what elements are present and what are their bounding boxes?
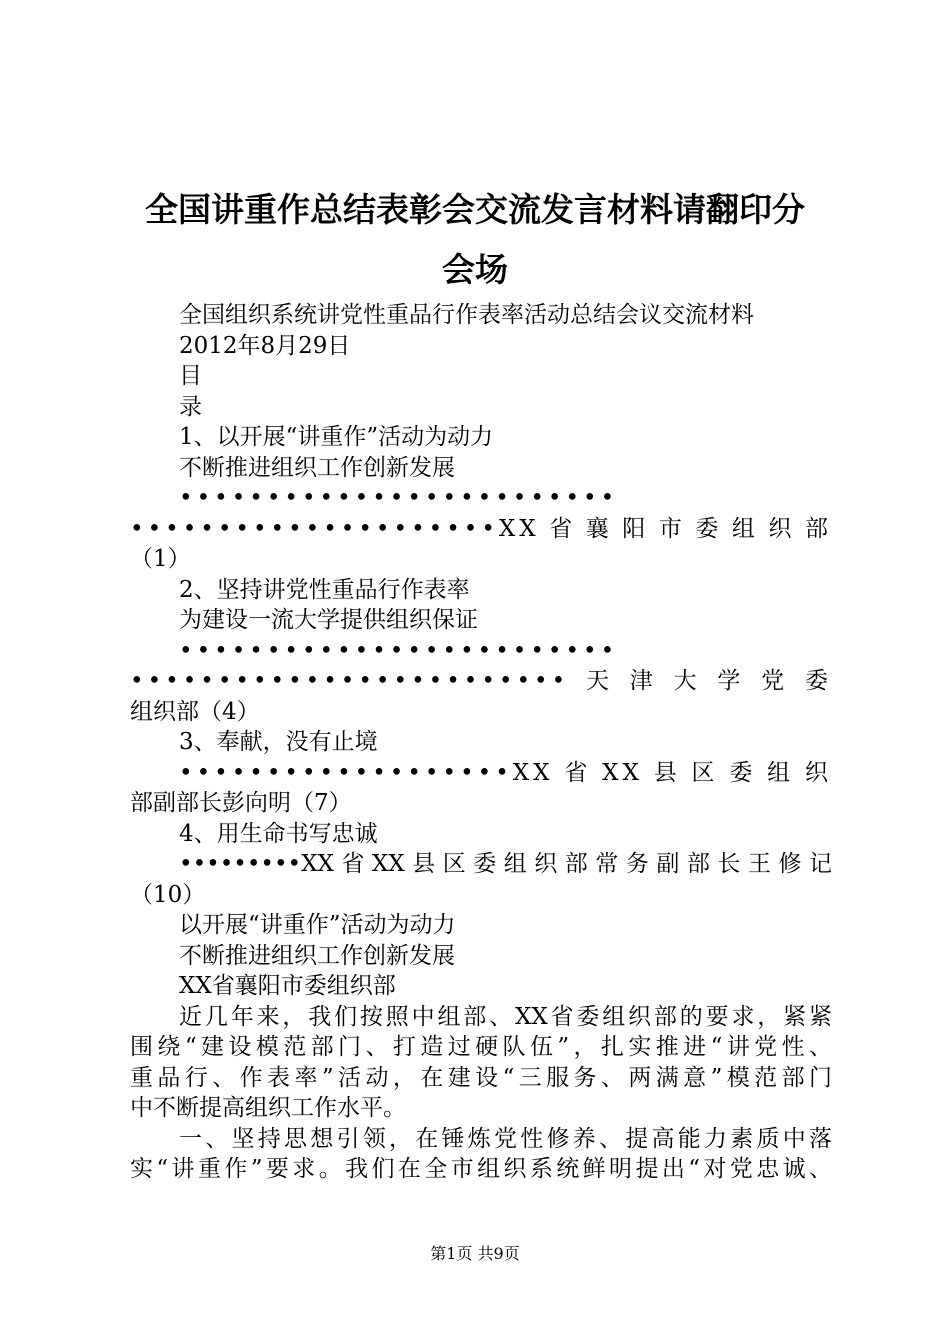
toc-item-1-page: （1） xyxy=(130,546,191,572)
body-paragraph-line: 一、坚持思想引领，在锤炼党性修养、提高能力素质中落 xyxy=(179,1125,832,1152)
section-title: 以开展“讲重作”活动为动力 xyxy=(179,912,456,938)
toc-item-3-title: 3、奉献，没有止境 xyxy=(179,729,378,755)
toc-heading-lu: 录 xyxy=(179,393,202,420)
subtitle-line: 全国组织系统讲党性重品行作表率活动总结会议交流材料 xyxy=(179,302,754,328)
document-title-line-1: 全国讲重作总结表彰会交流发言材料请翻印分 xyxy=(145,190,805,229)
toc-item-4-page: （10） xyxy=(130,881,206,908)
toc-item-1-source: •••••••••••••••••••••XX省襄阳市委组织部 xyxy=(130,515,832,542)
toc-item-2-subtitle: 为建设一流大学提供组织保证 xyxy=(179,607,478,633)
date-line: 2012年8月29日 xyxy=(179,332,351,359)
section-subtitle: 不断推进组织工作创新发展 xyxy=(179,942,455,969)
document-body xyxy=(130,300,832,1185)
toc-item-1-title: 1、以开展“讲重作”活动为动力 xyxy=(179,424,494,450)
toc-item-3-source: •••••••••••••••••••XX省XX县区委组织 xyxy=(179,759,832,786)
section-author: XX省襄阳市委组织部 xyxy=(179,973,396,999)
toc-item-1-subtitle: 不断推进组织工作创新发展 xyxy=(179,454,455,481)
toc-item-4-title: 4、用生命书写忠诚 xyxy=(179,820,378,847)
body-paragraph-line: 中不断提高组织工作水平。 xyxy=(130,1095,406,1121)
body-paragraph-line: 实“讲重作”要求。我们在全市组织系统鲜明提出“对党忠诚、 xyxy=(130,1156,832,1182)
body-paragraph-line: 重品行、作表率”活动，在建设“三服务、两满意”模范部门 xyxy=(130,1064,832,1091)
page-footer: 第1页 共9页 xyxy=(430,1244,520,1263)
toc-leader-dots: ••••••••••••••••••••••••• xyxy=(179,637,619,664)
body-paragraph-line: 近几年来，我们按照中组部、XX省委组织部的要求，紧紧 xyxy=(179,1003,832,1030)
toc-item-2-title: 2、坚持讲党性重品行作表率 xyxy=(179,576,470,603)
document-title-line-2: 会场 xyxy=(442,250,508,289)
toc-leader-dots: ••••••••••••••••••••••••• xyxy=(179,485,619,511)
toc-item-4-source: •••••••••XX省XX县区委组织部常务副部长王修记 xyxy=(179,851,832,877)
toc-item-2-source: •••••••••••••••••••••••••天津大学党委 xyxy=(130,668,832,694)
toc-item-2-page: 组织部（4） xyxy=(130,698,260,725)
body-paragraph-line: 围绕“建设模范部门、打造过硬队伍”，扎实推进“讲党性、 xyxy=(130,1034,832,1060)
toc-item-3-page: 部副部长彭向明（7） xyxy=(130,790,352,816)
toc-heading-mu: 目 xyxy=(179,363,202,389)
